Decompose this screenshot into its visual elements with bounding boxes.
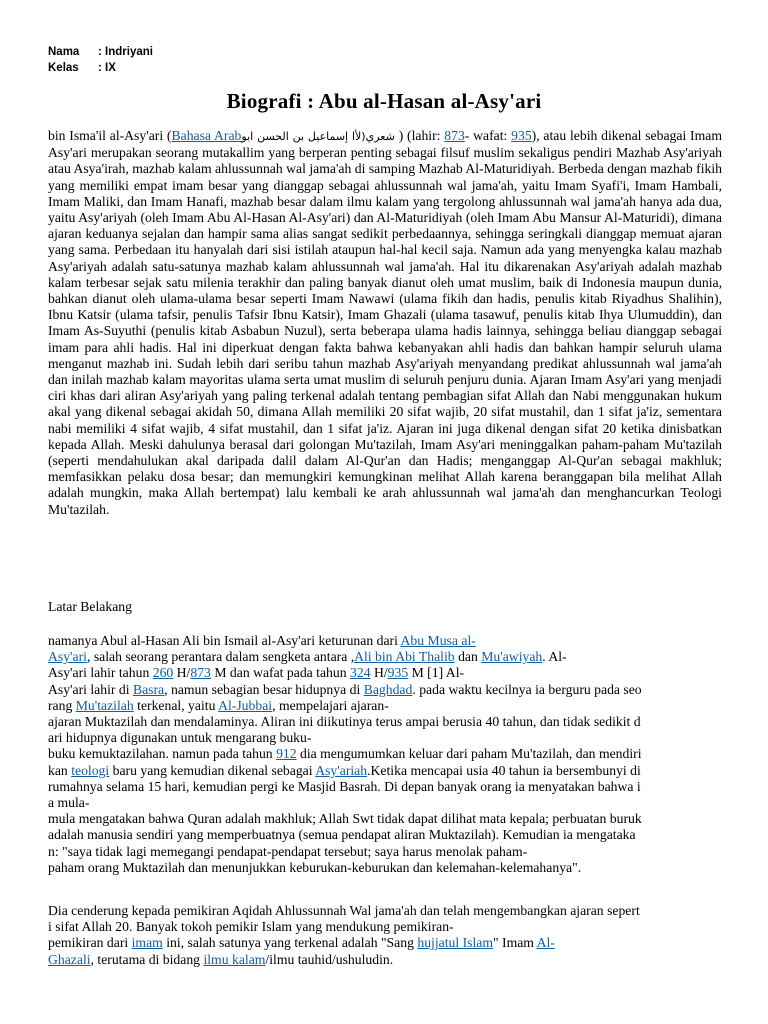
text-run: , terutama di bidang — [90, 951, 204, 967]
intro-paragraph — [48, 128, 722, 518]
text-run: , namun sebagian besar hidupnya di — [164, 681, 364, 697]
section-heading-latar-belakang: Latar Belakang — [48, 599, 132, 614]
text-line: a mula- — [48, 795, 90, 811]
text-line — [48, 682, 722, 698]
text-line: ajaran Muktazilah dan mendalaminya. Aliran ini diikutinya terus ampai berusia 40 tahun, dan tidak sedikit d — [48, 714, 641, 730]
class-value: : IX — [98, 62, 116, 74]
text-run: H/ — [173, 665, 191, 681]
link-asyari[interactable]: Asy'ari — [48, 649, 87, 665]
text-run: pemikiran dari — [48, 935, 132, 951]
text-run: Asy'ari lahir di — [48, 681, 133, 697]
name-value: : Indriyani — [98, 46, 153, 58]
text-line: n: "saya tidak lagi memegangi pendapat-pendapat tersebut; saya harus menolak paham- — [48, 843, 528, 859]
text-line — [48, 649, 722, 665]
link-935-b[interactable]: 935 — [387, 665, 409, 681]
link-asyariah[interactable]: Asy'ariah — [315, 762, 368, 778]
text-line: rumahnya selama 15 hari, kemudian pergi ke Masjid Basrah. Di depan banyak orang ia menyatakan bahwa i — [48, 778, 641, 794]
intro-text-lahir: ) (lahir: — [398, 128, 445, 143]
arabic-name: شعري‎‎(لأا إسماعيل بن الحسن ابو — [241, 130, 395, 143]
text-run: ini, salah satunya yang terkenal adalah "Sang — [162, 935, 418, 951]
intro-text-start: bin Isma'il al-Asy'ari ( — [48, 128, 172, 143]
text-line — [48, 698, 722, 714]
text-run: namanya Abul al-Hasan Ali bin Ismail al-Asy'ari keturunan dari — [48, 633, 401, 648]
text-line: mula mengatakan bahwa Quran adalah makhluk; Allah Swt tidak dapat dilihat mata kepala; perbuatan buruk — [48, 811, 642, 827]
conclusion-paragraph — [48, 903, 722, 968]
text-line: ari hidupnya digunakan untuk mengarang buku- — [48, 730, 312, 746]
name-row — [48, 44, 153, 60]
text-line — [48, 633, 722, 649]
link-al-jubbai[interactable]: Al-Jubbai — [218, 697, 273, 713]
text-run: " Imam — [493, 935, 537, 951]
link-873[interactable]: 873 — [444, 128, 465, 143]
link-abu-musa[interactable]: Abu Musa al- — [400, 633, 476, 648]
link-baghdad[interactable]: Baghdad — [363, 681, 413, 697]
link-bahasa-arab[interactable]: Bahasa Arab — [171, 128, 242, 143]
text-run: M [1] Al- — [408, 665, 465, 681]
text-run: Asy'ari lahir tahun — [48, 665, 153, 681]
link-mutazilah[interactable]: Mu'tazilah — [75, 697, 134, 713]
text-line: Dia cenderung kepada pemikiran Aqidah Ahlussunnah Wal jama'ah dan telah mengembangkan ajaran sepert — [48, 903, 640, 918]
text-run: M dan wafat pada tahun — [210, 665, 350, 681]
text-run: dia mengumumkan keluar dari paham Mu'tazilah, dan mendiri — [296, 746, 642, 762]
link-ilmu-kalam[interactable]: ilmu kalam — [203, 951, 266, 967]
intro-text-wafat: - wafat: — [464, 128, 512, 143]
page-title: Biografi : Abu al-Hasan al-Asy'ari — [226, 89, 542, 113]
link-324[interactable]: 324 — [350, 665, 371, 681]
link-al-ghazali-part1[interactable]: Al- — [536, 935, 555, 951]
link-ali-bin-abi-thalib[interactable]: Ali bin Abi Thalib — [354, 649, 455, 665]
text-run: , mempelajari ajaran- — [272, 697, 389, 713]
name-label: Nama — [48, 46, 80, 58]
text-run: baru yang kemudian dikenal sebagai — [109, 762, 316, 778]
text-run: dan — [454, 649, 482, 665]
text-run: rang — [48, 697, 76, 713]
link-imam[interactable]: imam — [131, 935, 163, 951]
text-run: /ilmu tauhid/ushuludin. — [265, 951, 394, 967]
link-basra[interactable]: Basra — [132, 681, 165, 697]
link-al-ghazali-part2[interactable]: Ghazali — [48, 951, 91, 967]
student-info — [48, 44, 153, 76]
text-run: .Ketika mencapai usia 40 tahun ia bersembunyi di — [367, 762, 641, 778]
text-line — [48, 665, 722, 681]
text-run: , salah seorang perantara dalam sengketa antara , — [86, 649, 355, 665]
link-935[interactable]: 935 — [511, 128, 532, 143]
intro-text-body: ), atau lebih dikenal sebagai Imam Asy'ari merupakan seorang mutakallim yang berperan penting sebagai filsuf muslim sekaligus pendiri Mazhab Asy'ariyah atau Asya'irah, mazhab kalam ahlussunnah wal jama'ah di samping Mazhab Al-Maturidiyah. Berbeda dengan mazhab fikih yang memiliki empat imam besar yang dianggap sebagai ahlussunnah wal jama'ah, yaitu Imam Syafi'i, Imam Hambali, Imam Maliki, dan Imam Hanafi, mazhab besar dalam ilmu kalam yang tergolong ahlussunnah wal jama'ah hanya ada dua, yaitu Asy'ariyah (oleh Imam Abu Al-Hasan Al-Asy'ari) dan Al-Maturidiyah (oleh Imam Abu Mansur Al-Maturidi), dimana ajaran keduanya sejalan dan hampir sama alias sangat sedikit perbedaannya, sehingga seringkali dianggap memuat ajaran yang sama. Perbedaan itu hanyalah dari sisi istilah ataupun hal-hal kecil saja. Namun ada yang menyengka kalau mazhab Asy'ariyah adalah satu-satunya mazhab kalam ahlussunnah wal jama'ah. Hal itu dikarenakan Asy'ariyah adalah mazhab kalam terbesar sejak satu milenia terakhir dan paling banyak dianut oleh umat muslim, baik di Indonesia maupun dunia, bahkan dianut oleh ulama-ulama besar seperti Imam Nawawi (ulama fikih dan hadis, penulis kitab Riyadhus Shalihin), Ibnu Katsir (ulama tafsir, penulis Tafsir Ibnu Katsir), Imam Ghazali (ulama tasawuf, penulis kitab Ihya Ulumuddin), dan Imam As-Suyuthi (penulis kitab Asbabun Nuzul), serta beberapa ulama hadis lainnya, sehingga beliau dianggap sebagai imam para ahli hadis. Hal ini diperkuat dengan fakta bahwa kebanyakan ahli hadis dan bahkan hampir seluruh ulama menganut mazhab ini. Sudah lebih dari seribu tahun mazhab Asy'ariyah menyandang predikat ahlussunnah wal jama'ah dan inilah mazhab kalam mayoritas ulama serta umat muslim di seluruh penjuru dunia. Ajaran Imam Asy'ari yang menjadi ciri khas dari aliran Asy'ariyah yang paling terkenal adalah tentang pembagian sifat Allah dan Nabi menggunakan hukum akal yang dikenal sebagai akidah 50, dimana Allah memiliki 20 sifat wajib, 20 sifat mustahil, dan 1 sifat ja'iz, sementara nabi memiliki 4 sifat wajib, 4 sifat mustahil, dan 1 sifat ja'iz. Ajaran ini juga dikenal dengan sifat 20 ketika dinisbatkan kepada Allah. Meski dahulunya berasal dari golongan Mu'tazilah, Imam Asy'ari meninggalkan paham-paham Mu'tazilah (seperti mendahulukan akal daripada dalil dalam Al-Qur'an dan Hadis; menganggap Al-Qur'an sebagai makhluk; memfasikkan pelaku dosa besar; dan memungkiri kemungkinan melihat Allah karena beranggapan bila melihat Allah adalah mungkin, maka Allah bertempat) lalu kembali ke arah ahlussunnah wal jama'ah dan menghancurkan Teologi Mu'tazilah. — [48, 128, 722, 517]
link-912[interactable]: 912 — [276, 746, 297, 762]
background-paragraph — [48, 633, 722, 876]
text-run: . pada waktu kecilnya ia berguru pada seo — [412, 681, 642, 697]
text-line — [48, 952, 722, 968]
text-run: H/ — [370, 665, 388, 681]
text-line: paham orang Muktazilah dan menunjukkan keburukan-keburukan dan kelemahan-kelemahanya". — [48, 859, 582, 875]
text-line: i sifat Allah 20. Banyak tokoh pemikir Islam yang mendukung pemikiran- — [48, 919, 454, 935]
text-line — [48, 935, 722, 951]
class-row — [48, 60, 153, 76]
link-teologi[interactable]: teologi — [71, 762, 110, 778]
text-run: terkenal, yaitu — [133, 697, 219, 713]
link-260[interactable]: 260 — [152, 665, 174, 681]
class-label: Kelas — [48, 62, 79, 74]
text-run: . Al- — [542, 649, 567, 665]
text-run: kan — [48, 762, 72, 778]
text-run: buku kemuktazilahan. namun pada tahun — [48, 746, 277, 762]
link-873-b[interactable]: 873 — [190, 665, 211, 681]
text-line: adalah manusia sendiri yang memperbuatnya (semua pendapat aliran Muktazilah). Kemudian ia mengataka — [48, 827, 636, 843]
text-line — [48, 763, 722, 779]
link-hujjatul-islam[interactable]: hujjatul Islam — [417, 935, 493, 951]
text-line — [48, 746, 722, 762]
link-muawiyah[interactable]: Mu'awiyah — [481, 649, 543, 665]
